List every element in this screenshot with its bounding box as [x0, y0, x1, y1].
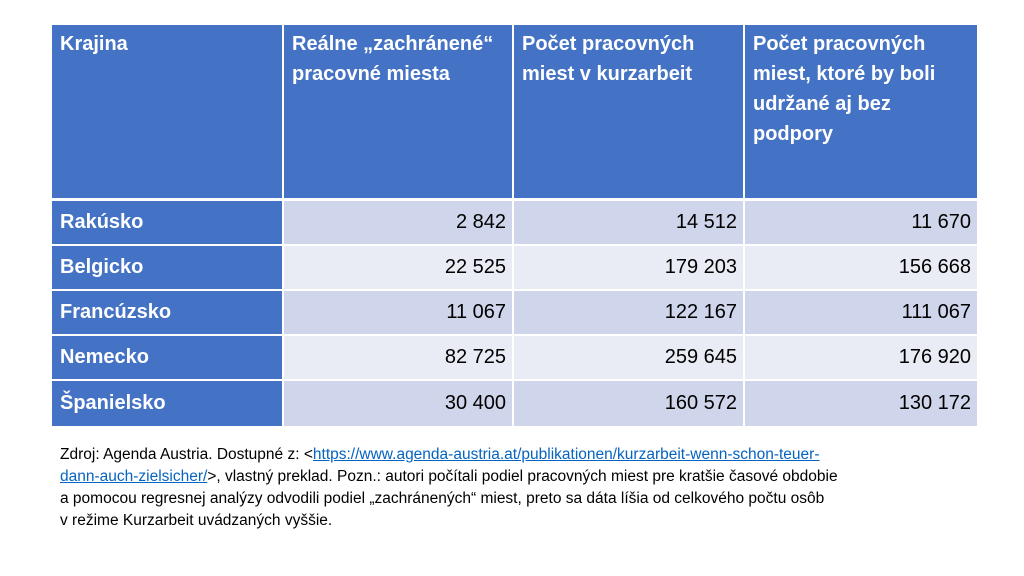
row-kurzarbeit: 179 203 — [514, 246, 745, 291]
row-country: Nemecko — [52, 336, 284, 381]
row-saved: 2 842 — [284, 201, 514, 246]
table-row — [52, 291, 977, 336]
row-without-support: 111 067 — [745, 291, 977, 336]
jobs-table — [52, 25, 977, 426]
row-kurzarbeit: 122 167 — [514, 291, 745, 336]
footnote-suffix: >, vlastný preklad. Pozn.: autori počítali podiel pracovných miest pre kratšie časové obdobie — [207, 468, 838, 485]
source-link-part2: dann-auch-zielsicher/ — [60, 468, 208, 485]
row-country: Španielsko — [52, 381, 284, 426]
header-saved-jobs: Reálne „zachránené“ pracovné miesta — [284, 25, 514, 201]
row-saved: 82 725 — [284, 336, 514, 381]
row-kurzarbeit: 14 512 — [514, 201, 745, 246]
row-country: Belgicko — [52, 246, 284, 291]
row-country: Rakúsko — [52, 201, 284, 246]
row-saved: 11 067 — [284, 291, 514, 336]
row-without-support: 11 670 — [745, 201, 977, 246]
footnote-line4: v režime Kurzarbeit uvádzaných vyššie. — [60, 512, 333, 529]
header-country: Krajina — [52, 25, 284, 201]
row-without-support: 176 920 — [745, 336, 977, 381]
row-without-support: 130 172 — [745, 381, 977, 426]
source-footnote — [60, 444, 960, 532]
row-saved: 22 525 — [284, 246, 514, 291]
footnote-prefix: Zdroj: Agenda Austria. Dostupné z: < — [60, 446, 313, 463]
header-jobs-without-support: Počet pracovných miest, ktoré by boli udržané aj bez podpory — [745, 25, 977, 201]
table-row — [52, 201, 977, 246]
table-header-row — [52, 25, 977, 201]
footnote-line3: a pomocou regresnej analýzy odvodili podiel „zachránených“ miest, preto sa dáta líšia od celkového počtu osôb — [60, 490, 825, 507]
header-kurzarbeit-jobs: Počet pracovných miest v kurzarbeit — [514, 25, 745, 201]
source-link-part1: https://www.agenda-austria.at/publikationen/kurzarbeit-wenn-schon-teuer- — [312, 446, 820, 463]
table-row — [52, 381, 977, 426]
table-row — [52, 246, 977, 291]
row-saved: 30 400 — [284, 381, 514, 426]
row-kurzarbeit: 160 572 — [514, 381, 745, 426]
row-kurzarbeit: 259 645 — [514, 336, 745, 381]
table-row — [52, 336, 977, 381]
row-without-support: 156 668 — [745, 246, 977, 291]
row-country: Francúzsko — [52, 291, 284, 336]
